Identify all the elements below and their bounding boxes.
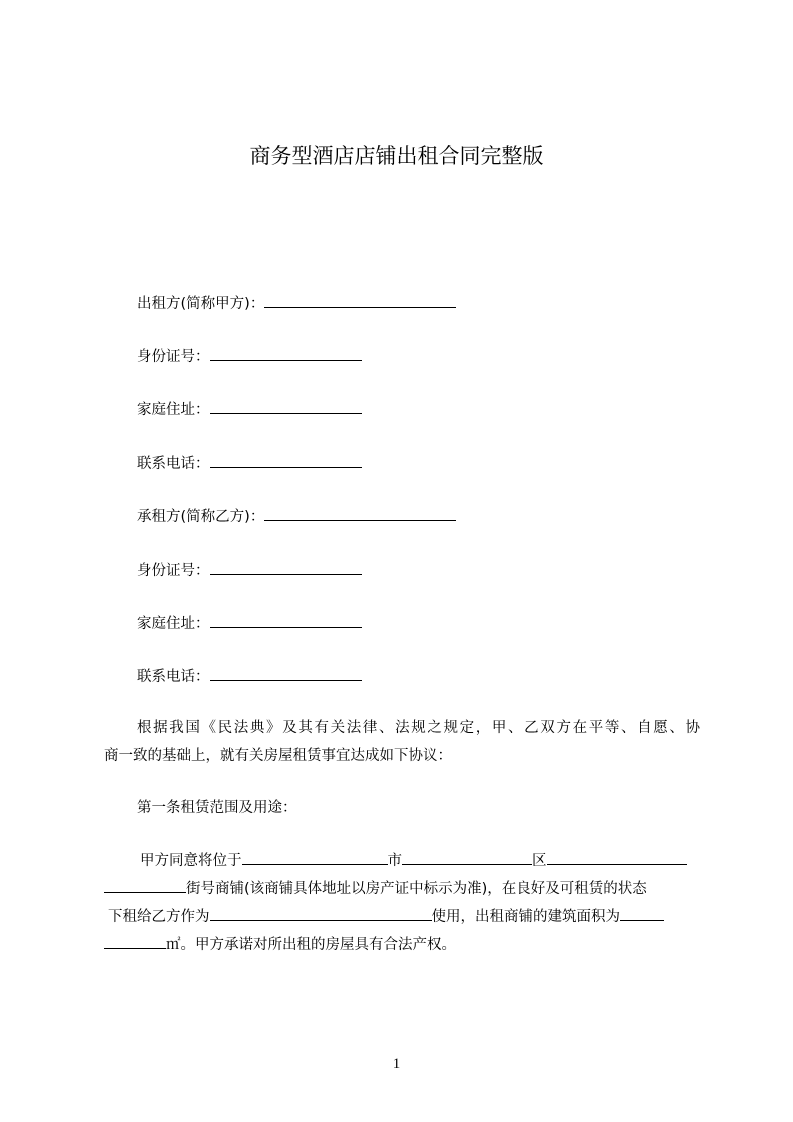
party-a-address-field bbox=[137, 398, 362, 420]
area-blank-2[interactable] bbox=[104, 933, 166, 949]
province-blank[interactable] bbox=[242, 849, 388, 865]
party-a-name-blank[interactable] bbox=[264, 292, 456, 308]
location-prefix: 甲方同意将位于 bbox=[140, 853, 242, 869]
article-1-line-2 bbox=[104, 875, 700, 903]
party-b-address-label: 家庭住址： bbox=[137, 616, 210, 632]
party-b-id-label: 身份证号： bbox=[137, 563, 210, 579]
party-a-name-field bbox=[137, 292, 456, 314]
article-1-line-1 bbox=[104, 847, 700, 875]
party-b-phone-field bbox=[137, 665, 362, 687]
city-text: 市 bbox=[387, 853, 402, 869]
party-b-address-field bbox=[137, 612, 362, 634]
party-b-name-label: 承租方(简称乙方)： bbox=[137, 509, 265, 525]
area-blank-1[interactable] bbox=[620, 905, 664, 921]
party-b-id-field bbox=[137, 559, 362, 581]
use-area-text: 使用，出租商铺的建筑面积为 bbox=[431, 909, 620, 925]
party-a-phone-field bbox=[137, 452, 362, 474]
party-a-address-blank[interactable] bbox=[210, 398, 362, 414]
party-b-name-field bbox=[137, 505, 456, 527]
party-a-name-label: 出租方(简称甲方)： bbox=[137, 296, 265, 312]
intro-paragraph bbox=[104, 714, 700, 770]
party-a-id-field bbox=[137, 345, 362, 367]
rent-to-text: 下租给乙方作为 bbox=[108, 909, 210, 925]
district-text: 区 bbox=[532, 853, 547, 869]
unit-end-text: ㎡。甲方承诺对所出租的房屋具有合法产权。 bbox=[166, 937, 456, 953]
party-a-address-label: 家庭住址： bbox=[137, 402, 210, 418]
party-a-phone-blank[interactable] bbox=[210, 452, 362, 468]
article-1-line-4 bbox=[104, 931, 700, 959]
street-blank[interactable] bbox=[104, 877, 186, 893]
party-b-name-blank[interactable] bbox=[264, 505, 456, 521]
article-1-paragraph bbox=[104, 847, 700, 959]
document-title: 商务型酒店店铺出租合同完整版 bbox=[249, 144, 544, 168]
party-b-id-blank[interactable] bbox=[210, 559, 362, 575]
intro-line-1: 根据我国《民法典》及其有关法律、法规之规定，甲、乙双方在平等、自愿、协 bbox=[137, 720, 700, 736]
city-blank[interactable] bbox=[402, 849, 532, 865]
article-1-line-3 bbox=[104, 903, 700, 931]
use-blank[interactable] bbox=[210, 905, 432, 921]
party-b-phone-label: 联系电话： bbox=[137, 669, 210, 685]
party-b-address-blank[interactable] bbox=[210, 612, 362, 628]
article-1-heading: 第一条租赁范围及用途： bbox=[137, 800, 297, 816]
party-a-id-label: 身份证号： bbox=[137, 349, 210, 365]
street-text: 街号商铺(该商铺具体地址以房产证中标示为准)，在良好及可租赁的状态 bbox=[186, 881, 647, 897]
district-blank[interactable] bbox=[547, 849, 687, 865]
intro-line-2: 商一致的基础上，就有关房屋租赁事宜达成如下协议： bbox=[104, 748, 452, 764]
page-number: 1 bbox=[392, 1056, 401, 1072]
party-a-phone-label: 联系电话： bbox=[137, 456, 210, 472]
party-a-id-blank[interactable] bbox=[210, 345, 362, 361]
party-b-phone-blank[interactable] bbox=[210, 665, 362, 681]
